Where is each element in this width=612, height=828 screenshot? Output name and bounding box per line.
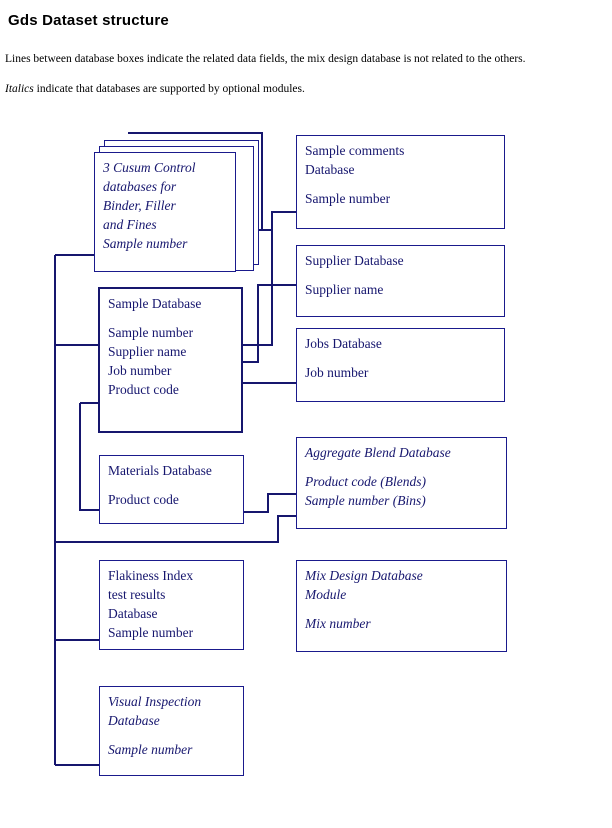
sample-database-field-supplier-name: Supplier name (108, 344, 187, 359)
visual-spacer (108, 730, 235, 740)
materials-database-spacer (108, 480, 235, 490)
flakiness-index-database-box[interactable] (99, 560, 244, 650)
supplier-database-field-supplier-name: Supplier name (305, 282, 384, 297)
aggregate-blend-spacer (305, 462, 498, 472)
cusum-field-sample-number: Sample number (103, 236, 188, 251)
cusum-line-4: and Fines (103, 217, 157, 232)
mix-design-line-1: Mix Design Database (305, 568, 423, 583)
visual-inspection-database-box[interactable] (99, 686, 244, 776)
mix-design-database-box[interactable] (296, 560, 507, 652)
sample-comments-field-sample-number: Sample number (305, 191, 391, 206)
page-title: Gds Dataset structure (8, 12, 169, 29)
cusum-control-databases-box[interactable] (94, 152, 236, 272)
aggregate-blend-field-product-code: Product code (Blends) (305, 474, 426, 489)
flakiness-field-sample-number: Sample number (108, 625, 194, 640)
visual-line-1: Visual Inspection (108, 694, 202, 709)
legend-line-1: Lines between database boxes indicate the related data fields, the mix design database is not related to the others. (5, 53, 526, 65)
legend-italics-word: Italics (5, 83, 34, 95)
supplier-database-title: Supplier Database (305, 253, 404, 268)
mix-design-line-2: Module (305, 587, 347, 602)
jobs-database-title: Jobs Database (305, 336, 382, 351)
sample-comments-database-box[interactable] (296, 135, 505, 229)
materials-database-box[interactable] (99, 455, 244, 524)
sample-database-field-job-number: Job number (108, 363, 172, 378)
mix-design-spacer (305, 604, 498, 614)
materials-database-field-product-code: Product code (108, 492, 179, 507)
aggregate-blend-field-sample-number: Sample number (Bins) (305, 493, 426, 508)
visual-line-2: Database (108, 713, 160, 728)
materials-database-title: Materials Database (108, 463, 212, 478)
aggregate-blend-title: Aggregate Blend Database (305, 445, 451, 460)
flakiness-line-2: test results (108, 587, 166, 602)
sample-database-title: Sample Database (108, 296, 202, 311)
legend-line-2 (5, 82, 550, 96)
visual-field-sample-number: Sample number (108, 742, 193, 757)
aggregate-blend-database-box[interactable] (296, 437, 507, 529)
sample-database-spacer (108, 313, 233, 323)
mix-design-field-mix-number: Mix number (305, 616, 371, 631)
sample-database-field-sample-number: Sample number (108, 325, 194, 340)
jobs-database-spacer (305, 353, 496, 363)
sample-comments-spacer (305, 179, 496, 189)
jobs-database-field-job-number: Job number (305, 365, 369, 380)
cusum-line-3: Binder, Filler (103, 198, 176, 213)
supplier-database-box[interactable] (296, 245, 505, 317)
sample-database-box[interactable] (98, 287, 243, 433)
jobs-database-box[interactable] (296, 328, 505, 402)
flakiness-line-1: Flakiness Index (108, 568, 194, 583)
legend-rest: indicate that databases are supported by optional modules. (33, 83, 305, 95)
cusum-line-1: 3 Cusum Control (103, 160, 196, 175)
sample-comments-line-1: Sample comments (305, 143, 405, 158)
sample-comments-line-2: Database (305, 162, 355, 177)
cusum-line-2: databases for (103, 179, 177, 194)
supplier-database-spacer (305, 270, 496, 280)
sample-database-field-product-code: Product code (108, 382, 179, 397)
flakiness-line-3: Database (108, 606, 158, 621)
